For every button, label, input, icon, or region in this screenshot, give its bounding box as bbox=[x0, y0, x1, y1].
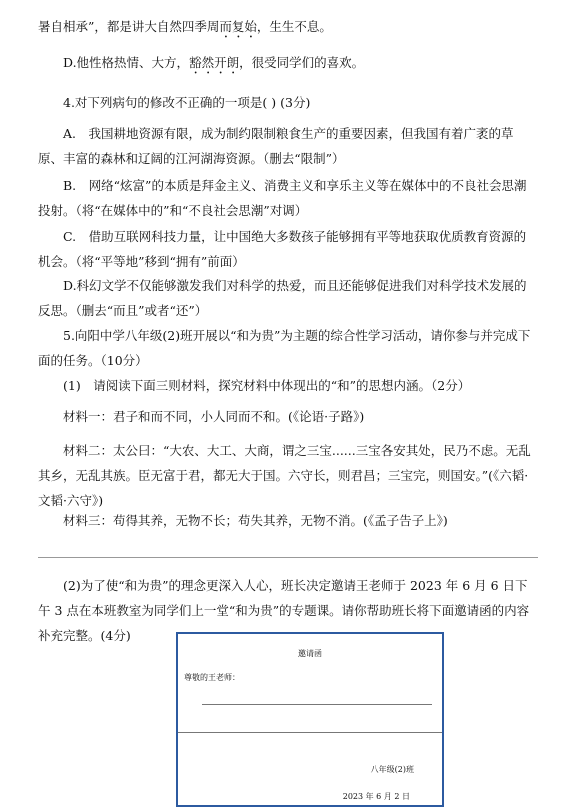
paragraph-line-continuation bbox=[38, 14, 538, 41]
question-5-part-2: (2)为了使“和为贵”的理念更深入人心，班长决定邀请王老师于 2023 年 6 月 6 日下午 3 点在本班教室为同学们上一堂“和为贵”的专题课。请你帮助班长将下面邀请函的内容补充完整。(4分) bbox=[38, 578, 530, 643]
section-divider bbox=[38, 557, 538, 558]
question-5-stem: 5.向阳中学八年级(2)班开展以“和为贵”为主题的综合性学习活动，请你参与并完成下面的任务。（10分） bbox=[38, 328, 531, 368]
text-segment: ，很受同学们的喜欢。 bbox=[239, 55, 365, 70]
text-segment: D.他性格热情、大方， bbox=[63, 55, 190, 70]
invitation-date: 2023 年 6 月 2 日 bbox=[342, 792, 410, 801]
text-segment: 暑自相承”，都是讲大自然四季周 bbox=[38, 19, 220, 34]
material-one: 材料一：君子和而不同，小人同而不和。(《论语·子路》) bbox=[63, 409, 365, 424]
text-segment: ，生生不息。 bbox=[256, 19, 332, 34]
invitation-title: 邀请函 bbox=[298, 649, 322, 658]
option-d-sentence bbox=[38, 50, 538, 77]
question-4-stem: 4.对下列病句的修改不正确的一项是( ) (3分) bbox=[63, 95, 311, 110]
emphasized-word: 豁然开朗 bbox=[189, 55, 240, 70]
question-4-option-a: A. 我国耕地资源有限，成为制约限制粮食生产的重要因素，但我国有着广袤的草原、丰富的森林和辽阔的江河湖海资源。（删去“限制”） bbox=[38, 126, 514, 166]
invitation-greeting: 尊敬的王老师： bbox=[184, 673, 240, 682]
material-two: 材料二：太公曰：“大农、大工、大商，谓之三宝......三宝各安其处，民乃不虑。无乱其乡，无乱其族。臣无富于君，都无大于国。六守长，则君昌；三宝完，则国安。”(《六韬·文韬·六守》) bbox=[38, 443, 531, 508]
question-4-option-b: B. 网络“炫富”的本质是拜金主义、消费主义和享乐主义等在媒体中的不良社会思潮投射。（将“在媒体中的”和“不良社会思潮”对调） bbox=[38, 178, 527, 218]
material-three: 材料三：苟得其养，无物不长；苟失其养，无物不消。(《孟子告子上》) bbox=[63, 513, 448, 528]
answer-line bbox=[202, 704, 432, 705]
invitation-signature: 八年级(2)班 bbox=[370, 765, 414, 774]
question-4-option-c: C. 借助互联网科技力量，让中国绝大多数孩子能够拥有平等地获取优质教育资源的机会。（将“平等地”移到“拥有”前面） bbox=[38, 229, 527, 269]
answer-line bbox=[178, 732, 442, 733]
question-5-part-1: (1) 请阅读下面三则材料，探究材料中体现出的“和”的思想内涵。（2分） bbox=[63, 378, 471, 393]
emphasized-word: 而复始 bbox=[219, 19, 257, 34]
invitation-letter-box bbox=[176, 632, 444, 807]
question-4-option-d: D.科幻文学不仅能够激发我们对科学的热爱，而且还能够促进我们对科学技术发展的反思。（删去“而且”或者“还”） bbox=[38, 278, 527, 318]
